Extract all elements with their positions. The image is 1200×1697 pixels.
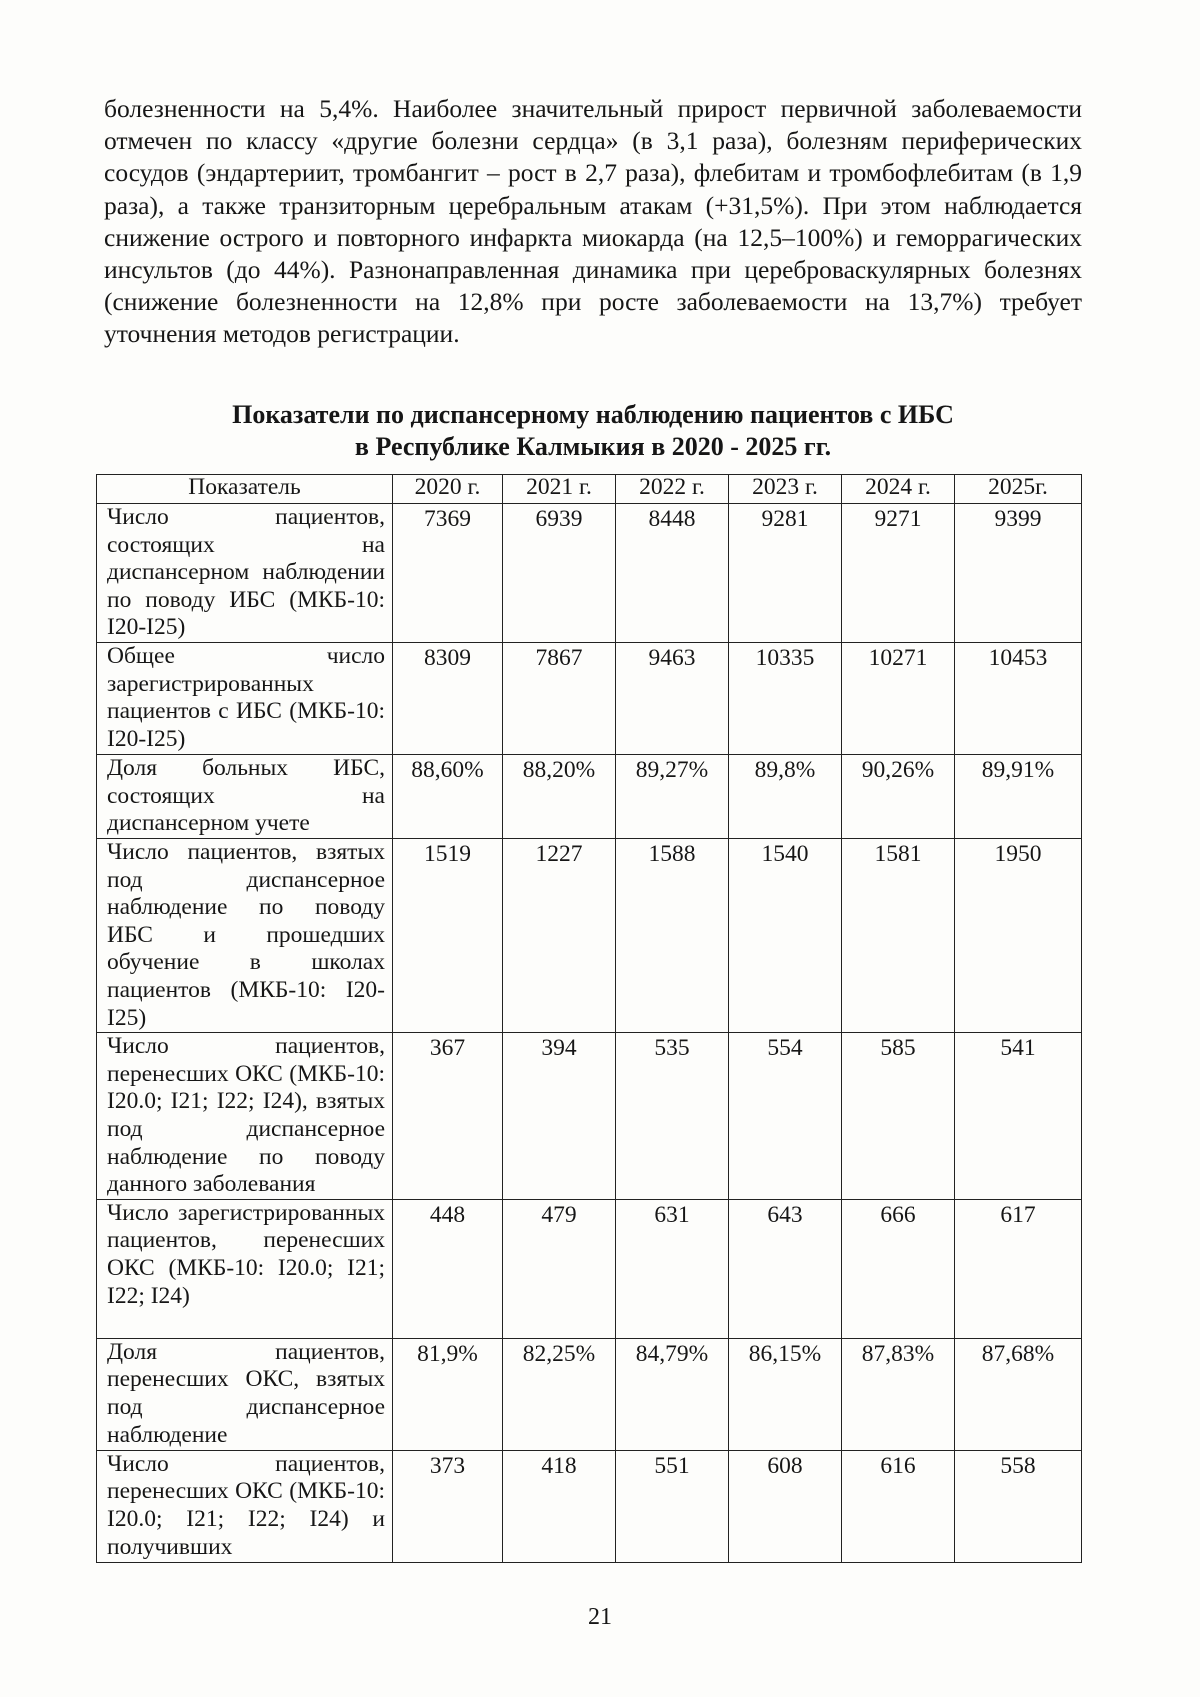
table-row (97, 1338, 1082, 1450)
row-label: Число пациентов, взятых под диспансерное наблюдение по поводу ИБС и прошедших обучение в школах пациентов (МКБ-10: I20-I25) (97, 839, 393, 1033)
header-year: 2021 г. (503, 475, 616, 504)
cell-value: 89,8% (729, 755, 842, 839)
cell-value: 84,79% (616, 1338, 729, 1450)
cell-value: 8309 (393, 643, 503, 755)
header-year: 2023 г. (729, 475, 842, 504)
cell-value: 551 (616, 1450, 729, 1562)
row-label: Число пациентов, состоящих на диспансерном наблюдении по поводу ИБС (МКБ-10: I20-I25) (97, 504, 393, 643)
cell-value: 1227 (503, 839, 616, 1033)
cell-value: 1519 (393, 839, 503, 1033)
cell-value: 7867 (503, 643, 616, 755)
row-label: Число пациентов, перенесших ОКС (МКБ-10: I20.0; I21; I22; I24), взятых под диспансерное наблюдение по поводу данного заболевания (97, 1033, 393, 1200)
cell-value: 9271 (842, 504, 955, 643)
cell-value: 88,60% (393, 755, 503, 839)
header-year: 2022 г. (616, 475, 729, 504)
cell-value: 89,27% (616, 755, 729, 839)
cell-value: 8448 (616, 504, 729, 643)
table-header-row (97, 475, 1082, 504)
header-year: 2020 г. (393, 475, 503, 504)
cell-value: 1540 (729, 839, 842, 1033)
cell-value: 448 (393, 1199, 503, 1338)
cell-value: 1588 (616, 839, 729, 1033)
cell-value: 418 (503, 1450, 616, 1562)
header-year: 2024 г. (842, 475, 955, 504)
page-number: 21 (588, 1604, 612, 1630)
cell-value: 82,25% (503, 1338, 616, 1450)
cell-value: 87,83% (842, 1338, 955, 1450)
row-label: Число зарегистрированных пациентов, перенесших ОКС (МКБ-10: I20.0; I21; I22; I24) (97, 1199, 393, 1338)
table-row (97, 755, 1082, 839)
table-title-line-1: Показатели по диспансерному наблюдению пациентов с ИБС (232, 400, 954, 429)
header-year: 2025г. (955, 475, 1082, 504)
cell-value: 7369 (393, 504, 503, 643)
cell-value: 617 (955, 1199, 1082, 1338)
row-label: Общее число зарегистрированных пациентов с ИБС (МКБ-10: I20-I25) (97, 643, 393, 755)
dispensary-observation-table (96, 474, 1082, 1563)
table-row (97, 643, 1082, 755)
cell-value: 87,68% (955, 1338, 1082, 1450)
cell-value: 86,15% (729, 1338, 842, 1450)
cell-value: 89,91% (955, 755, 1082, 839)
cell-value: 10453 (955, 643, 1082, 755)
row-label: Доля пациентов, перенесших ОКС, взятых под диспансерное наблюдение (97, 1338, 393, 1450)
cell-value: 585 (842, 1033, 955, 1200)
cell-value: 1581 (842, 839, 955, 1033)
cell-value: 631 (616, 1199, 729, 1338)
cell-value: 373 (393, 1450, 503, 1562)
cell-value: 535 (616, 1033, 729, 1200)
cell-value: 608 (729, 1450, 842, 1562)
cell-value: 367 (393, 1033, 503, 1200)
cell-value: 88,20% (503, 755, 616, 839)
cell-value: 6939 (503, 504, 616, 643)
cell-value: 10335 (729, 643, 842, 755)
row-label: Число пациентов, перенесших ОКС (МКБ-10: I20.0; I21; I22; I24) и получивших (97, 1450, 393, 1562)
cell-value: 10271 (842, 643, 955, 755)
cell-value: 479 (503, 1199, 616, 1338)
cell-value: 9399 (955, 504, 1082, 643)
cell-value: 9463 (616, 643, 729, 755)
table-row (97, 1450, 1082, 1562)
cell-value: 666 (842, 1199, 955, 1338)
header-indicator: Показатель (97, 475, 393, 504)
cell-value: 558 (955, 1450, 1082, 1562)
row-label: Доля больных ИБС, состоящих на диспансерном учете (97, 755, 393, 839)
table-row (97, 1033, 1082, 1200)
cell-value: 9281 (729, 504, 842, 643)
table-row (97, 839, 1082, 1033)
table-title-line-2: в Республике Калмыкия в 2020 - 2025 гг. (354, 432, 832, 461)
table-row (97, 1199, 1082, 1338)
cell-value: 1950 (955, 839, 1082, 1033)
cell-value: 541 (955, 1033, 1082, 1200)
cell-value: 616 (842, 1450, 955, 1562)
cell-value: 90,26% (842, 755, 955, 839)
cell-value: 643 (729, 1199, 842, 1338)
cell-value: 554 (729, 1033, 842, 1200)
table-row (97, 504, 1082, 643)
cell-value: 81,9% (393, 1338, 503, 1450)
intro-paragraph: болезненности на 5,4%. Наиболее значительный прирост первичной заболеваемости отмечен по классу «другие болезни сердца» (в 3,1 раза), болезням периферических сосудов (эндартериит, тромбангит – рост в 2,7 раза), флебитам и тромбофлебитам (в 1,9 раза), а также транзиторным церебральным атакам (+31,5%). При этом наблюдается снижение острого и повторного инфаркта миокарда (на 12,5–100%) и геморрагических инсультов (до 44%). Разнонаправленная динамика при цереброваскулярных болезнях (снижение болезненности на 12,8% при росте заболеваемости на 13,7%) требует уточнения методов регистрации. (104, 94, 1082, 349)
cell-value: 394 (503, 1033, 616, 1200)
